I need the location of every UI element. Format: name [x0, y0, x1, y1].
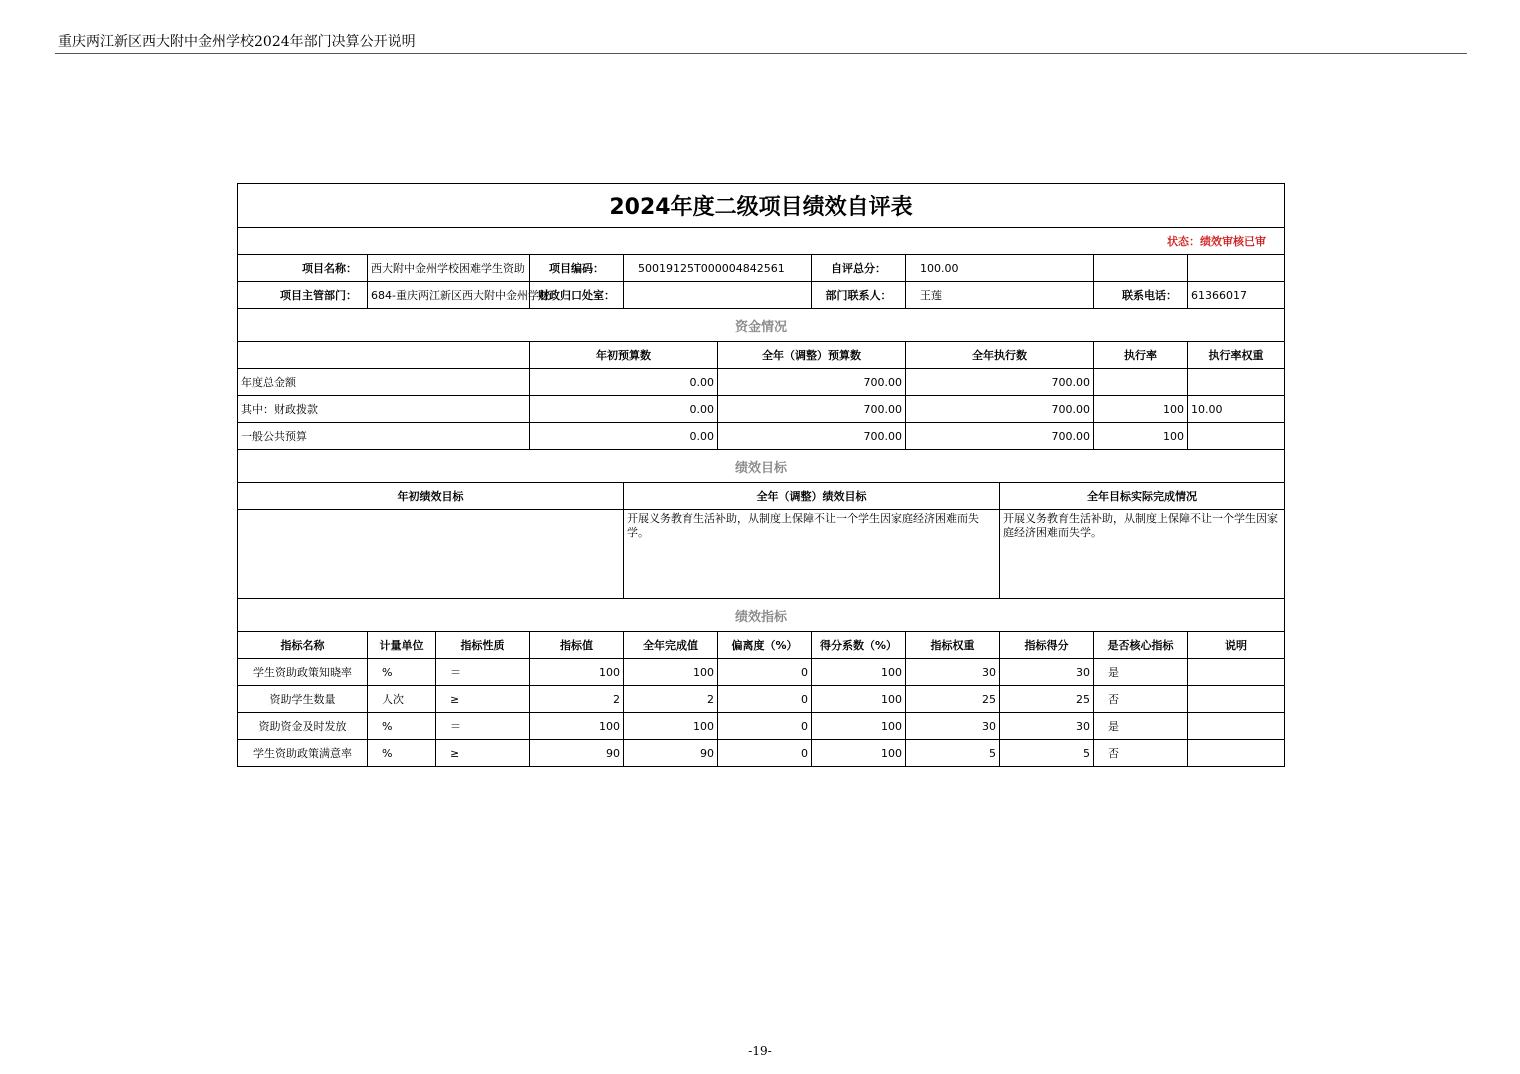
funds-initial: 0.00 — [530, 369, 718, 396]
funds-header-empty — [238, 342, 530, 369]
info-row-1 — [238, 255, 1285, 282]
indicator-note — [1188, 659, 1285, 686]
indicator-deviation: 0 — [718, 740, 812, 767]
indicator-core: 否 — [1094, 740, 1188, 767]
funds-adjusted: 700.00 — [718, 423, 906, 450]
indicator-deviation: 0 — [718, 659, 812, 686]
contact-value: 王莲 — [906, 282, 1094, 309]
indicator-weight: 25 — [906, 686, 1000, 713]
indicator-note — [1188, 740, 1285, 767]
indicator-header: 指标性质 — [436, 632, 530, 659]
indicators-header-row — [238, 632, 1285, 659]
performance-evaluation-table — [237, 183, 1285, 767]
indicator-header: 是否核心指标 — [1094, 632, 1188, 659]
indicator-deviation: 0 — [718, 713, 812, 740]
finance-label: 财政归口处室： — [530, 282, 624, 309]
indicator-unit: 人次 — [368, 686, 436, 713]
funds-adjusted: 700.00 — [718, 396, 906, 423]
indicator-header: 指标权重 — [906, 632, 1000, 659]
indicator-coefficient: 100 — [812, 740, 906, 767]
indicator-value: 100 — [530, 713, 624, 740]
finance-value — [624, 282, 812, 309]
funds-initial: 0.00 — [530, 423, 718, 450]
indicator-nature: ＝ — [436, 713, 530, 740]
empty-cell — [1188, 255, 1285, 282]
funds-header: 全年执行数 — [906, 342, 1094, 369]
indicator-nature: ≥ — [436, 740, 530, 767]
dept-label: 项目主管部门： — [238, 282, 368, 309]
indicator-coefficient: 100 — [812, 713, 906, 740]
indicator-header: 全年完成值 — [624, 632, 718, 659]
indicator-header: 计量单位 — [368, 632, 436, 659]
indicator-note — [1188, 686, 1285, 713]
goals-content-row — [238, 510, 1285, 599]
indicator-name: 资助资金及时发放 — [238, 713, 368, 740]
indicator-unit: % — [368, 740, 436, 767]
page-header: 重庆两江新区西大附中金州学校2024年部门决算公开说明 — [58, 34, 416, 50]
goal-adjusted: 开展义务教育生活补助，从制度上保障不让一个学生因家庭经济困难而失学。 — [624, 510, 1000, 599]
score-label: 自评总分： — [812, 255, 906, 282]
funds-executed: 700.00 — [906, 396, 1094, 423]
funds-rate — [1094, 369, 1188, 396]
goals-section-title: 绩效目标 — [238, 450, 1285, 483]
goals-header: 全年目标实际完成情况 — [1000, 483, 1285, 510]
funds-executed: 700.00 — [906, 423, 1094, 450]
indicator-coefficient: 100 — [812, 686, 906, 713]
page-number: -19- — [748, 1044, 772, 1058]
indicator-row — [238, 740, 1285, 767]
indicator-done: 2 — [624, 686, 718, 713]
funds-executed: 700.00 — [906, 369, 1094, 396]
funds-header: 年初预算数 — [530, 342, 718, 369]
funds-adjusted: 700.00 — [718, 369, 906, 396]
indicator-row — [238, 659, 1285, 686]
indicator-core: 否 — [1094, 686, 1188, 713]
indicator-core: 是 — [1094, 713, 1188, 740]
funds-weight — [1188, 369, 1285, 396]
indicator-header: 得分系数（%） — [812, 632, 906, 659]
goals-header: 年初绩效目标 — [238, 483, 624, 510]
indicator-header: 指标名称 — [238, 632, 368, 659]
indicator-done: 90 — [624, 740, 718, 767]
header-divider — [55, 53, 1467, 54]
goal-initial — [238, 510, 624, 599]
goals-header: 全年（调整）绩效目标 — [624, 483, 1000, 510]
funds-row — [238, 369, 1285, 396]
indicator-nature: ≥ — [436, 686, 530, 713]
funds-row — [238, 423, 1285, 450]
total-score: 100.00 — [906, 255, 1094, 282]
info-row-2 — [238, 282, 1285, 309]
funds-initial: 0.00 — [530, 396, 718, 423]
funds-header: 执行率 — [1094, 342, 1188, 369]
indicator-coefficient: 100 — [812, 659, 906, 686]
indicator-unit: % — [368, 713, 436, 740]
indicators-section-title: 绩效指标 — [238, 599, 1285, 632]
indicator-done: 100 — [624, 713, 718, 740]
indicator-score: 25 — [1000, 686, 1094, 713]
empty-cell — [1094, 255, 1188, 282]
funds-row-name: 年度总金额 — [238, 369, 530, 396]
indicator-header: 指标得分 — [1000, 632, 1094, 659]
form-title: 2024年度二级项目绩效自评表 — [238, 184, 1285, 228]
contact-label: 部门联系人： — [812, 282, 906, 309]
indicator-weight: 5 — [906, 740, 1000, 767]
goals-header-row — [238, 483, 1285, 510]
goal-actual: 开展义务教育生活补助，从制度上保障不让一个学生因家庭经济困难而失学。 — [1000, 510, 1285, 599]
indicator-deviation: 0 — [718, 686, 812, 713]
indicator-core: 是 — [1094, 659, 1188, 686]
indicator-weight: 30 — [906, 659, 1000, 686]
funds-row-name: 一般公共预算 — [238, 423, 530, 450]
project-name-label: 项目名称： — [238, 255, 368, 282]
phone-value: 61366017 — [1188, 282, 1285, 309]
funds-row — [238, 396, 1285, 423]
phone-label: 联系电话： — [1094, 282, 1188, 309]
funds-weight: 10.00 — [1188, 396, 1285, 423]
indicator-value: 100 — [530, 659, 624, 686]
indicator-row — [238, 686, 1285, 713]
indicator-unit: % — [368, 659, 436, 686]
indicator-header: 说明 — [1188, 632, 1285, 659]
indicator-weight: 30 — [906, 713, 1000, 740]
funds-rate: 100 — [1094, 423, 1188, 450]
project-code: 50019125T000004842561 — [624, 255, 812, 282]
indicator-note — [1188, 713, 1285, 740]
indicator-name: 学生资助政策满意率 — [238, 740, 368, 767]
indicator-score: 30 — [1000, 659, 1094, 686]
indicator-header: 偏离度（%） — [718, 632, 812, 659]
project-code-label: 项目编码： — [530, 255, 624, 282]
indicator-header: 指标值 — [530, 632, 624, 659]
funds-header: 全年（调整）预算数 — [718, 342, 906, 369]
indicator-name: 资助学生数量 — [238, 686, 368, 713]
funds-rate: 100 — [1094, 396, 1188, 423]
funds-header: 执行率权重 — [1188, 342, 1285, 369]
indicator-row — [238, 713, 1285, 740]
funds-weight — [1188, 423, 1285, 450]
funds-header-row — [238, 342, 1285, 369]
funds-section-title: 资金情况 — [238, 309, 1285, 342]
indicator-nature: ＝ — [436, 659, 530, 686]
project-name: 西大附中金州学校困难学生资助 — [368, 255, 530, 282]
indicator-done: 100 — [624, 659, 718, 686]
indicator-value: 2 — [530, 686, 624, 713]
indicator-score: 30 — [1000, 713, 1094, 740]
indicator-name: 学生资助政策知晓率 — [238, 659, 368, 686]
funds-row-name: 其中：财政拨款 — [238, 396, 530, 423]
dept-value: 684-重庆两江新区西大附中金州学校 — [368, 282, 530, 309]
indicator-score: 5 — [1000, 740, 1094, 767]
status-badge: 状态：绩效审核已审 — [238, 228, 1285, 255]
indicator-value: 90 — [530, 740, 624, 767]
